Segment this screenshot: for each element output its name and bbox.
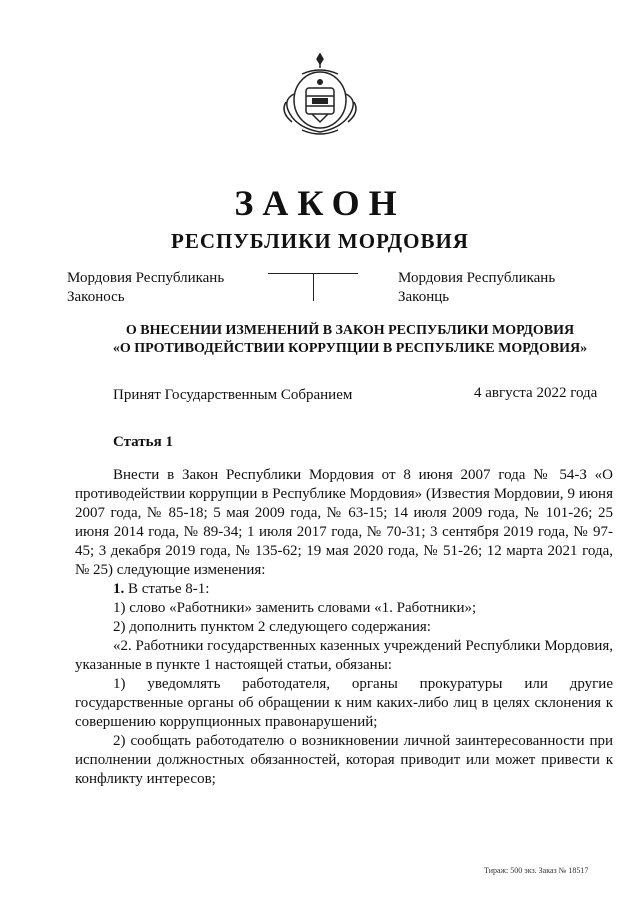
item-1-paragraph <box>75 580 613 599</box>
item-1-text: В статье 8-1: <box>128 581 210 597</box>
erzya-caption <box>398 269 555 307</box>
article-body <box>75 466 613 789</box>
intro-paragraph: Внести в Закон Республики Мордовия от 8 июня 2007 года № 54-З «О противодействии коррупции в Республике Мордовия» (Известия Мордовии, 9 июня 2007 года, № 85-18; 5 мая 2009 года, № 63-15; 14 июля 2009 года, № 101-26; 25 июня 2014 года, № 89-34; 1 июля 2017 года, № 70-31; 3 сентября 2019 года, № 97-45; 3 декабря 2019 года, № 135-62; 19 мая 2020 года, № 51-26; 12 марта 2021 года, № 25) следующие изменения: <box>75 467 613 578</box>
law-title-line-1: О ВНЕСЕНИИ ИЗМЕНЕНИЙ В ЗАКОН РЕСПУБЛИКИ МОРДОВИЯ <box>125 323 575 338</box>
law-title <box>90 322 610 358</box>
adoption-text: Принят Государственным Собранием <box>113 387 353 403</box>
law-title-line-2: «О ПРОТИВОДЕЙСТВИИ КОРРУПЦИИ В РЕСПУБЛИКЕ МОРДОВИЯ» <box>112 341 588 356</box>
moksha-line-2: Законось <box>67 289 125 305</box>
quoted-item-2: 2) сообщать работодателю о возникновении личной заинтересованности при исполнении должностных обязанностей, которая приводит или может привести к конфликту интересов; <box>75 733 613 787</box>
erzya-line-2: Законць <box>398 289 450 305</box>
document-subtitle: РЕСПУБЛИКИ МОРДОВИЯ <box>171 229 469 253</box>
adoption-date: 4 августа 2022 года <box>474 385 598 401</box>
moksha-caption <box>67 269 224 307</box>
subitem-2-paragraph: 2) дополнить пунктом 2 следующего содержания: <box>113 619 431 635</box>
subitem-1-paragraph: 1) слово «Работники» заменить словами «1. Работники»; <box>113 600 477 616</box>
header-divider-vertical <box>313 273 314 301</box>
moksha-line-1: Мордовия Республикань <box>67 270 225 286</box>
quoted-paragraph: «2. Работники государственных казенных учреждений Республики Мордовия, указанные в пункте 1 настоящей статьи, обязаны: <box>75 638 613 673</box>
print-run-note: Тираж: 500 экз. Заказ № 18517 <box>484 866 589 875</box>
coat-of-arms-emblem <box>272 52 368 138</box>
article-heading: Статья 1 <box>113 434 173 450</box>
quoted-item-1: 1) уведомлять работодателя, органы прокуратуры или другие государственные органы об обращении к ним каких-либо лиц в целях склонения к совершению коррупционных правонарушений; <box>75 676 613 730</box>
document-title: ЗАКОН <box>234 183 406 223</box>
item-1-number: 1. <box>113 581 125 597</box>
erzya-line-1: Мордовия Республикань <box>398 270 556 286</box>
